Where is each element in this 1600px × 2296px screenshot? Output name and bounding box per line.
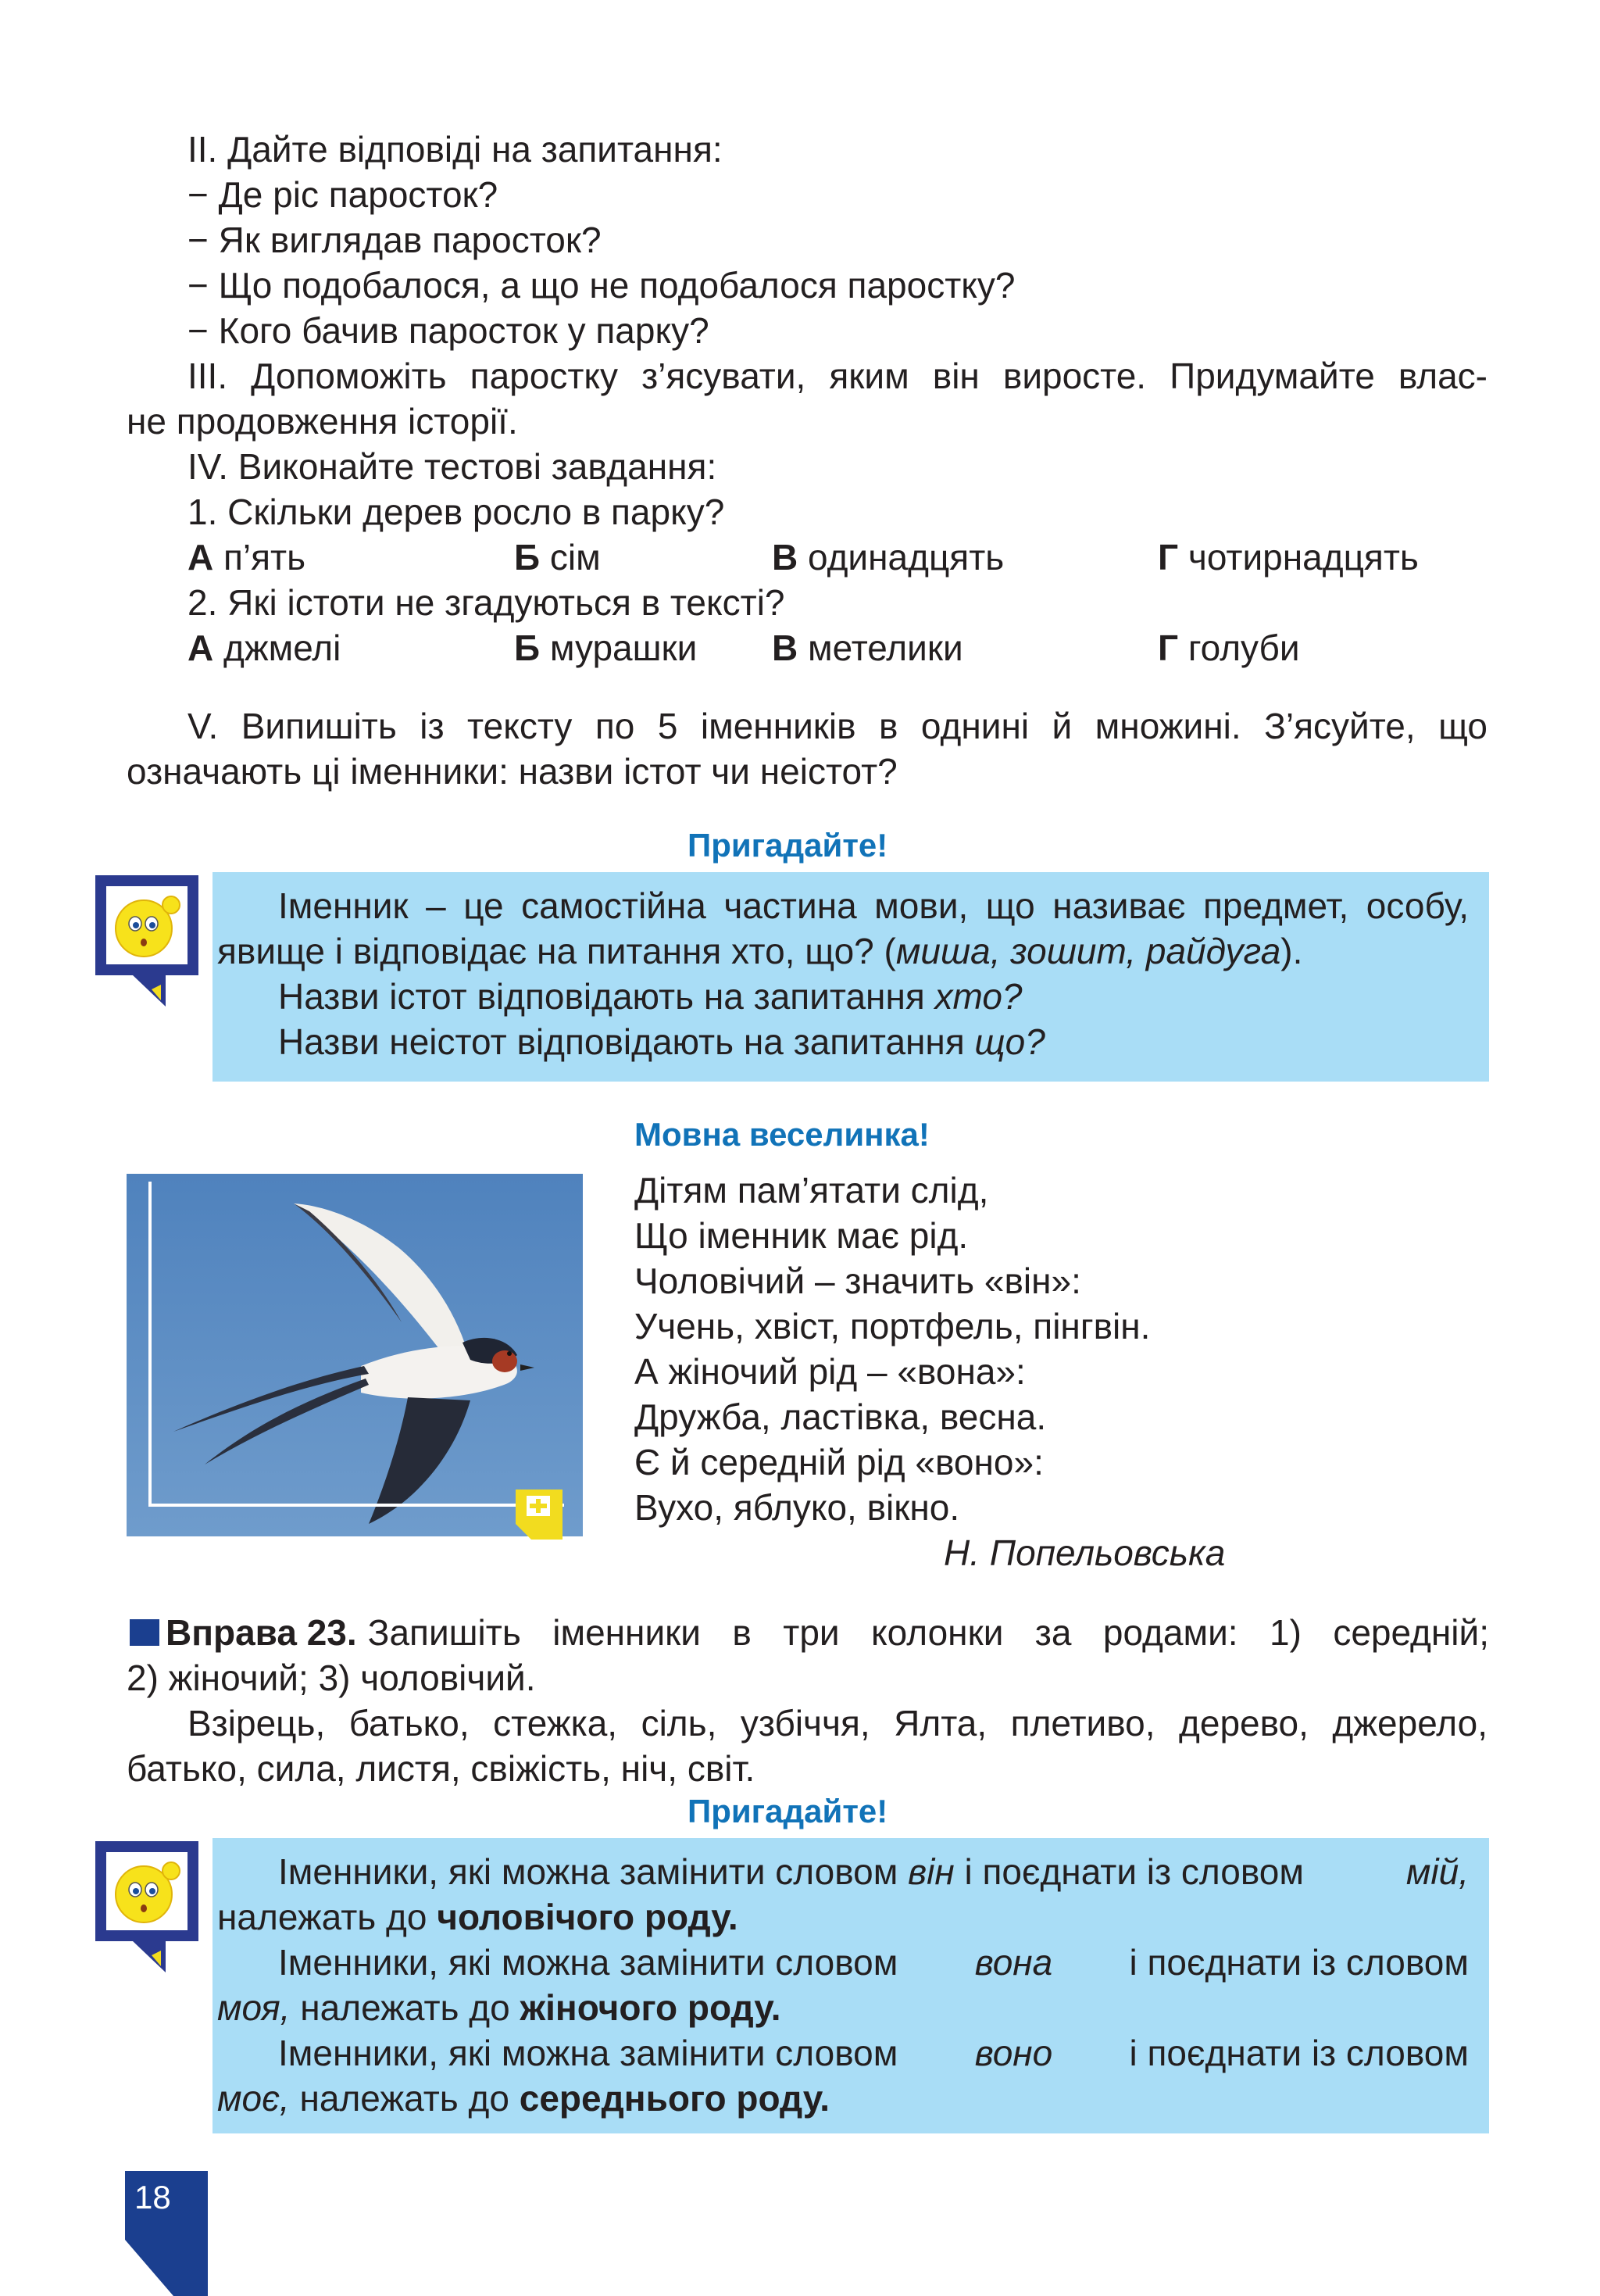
test-2-option-g: Г голуби: [1158, 628, 1300, 668]
thinking-emoji-icon: [108, 886, 189, 964]
inanimate-nouns-rule: Назви неістот відповідають на запитання що?: [278, 1021, 1045, 1062]
remember-heading-1: Пригадайте!: [688, 827, 888, 864]
noun-definition-line-1: Іменник – це самостійна частина мови, що називає предмет, особу,: [278, 885, 1469, 926]
exercise-words-line-2: батько, сила, листя, свіжість, ніч, світ.: [127, 1748, 755, 1789]
test-1-option-g: Г чотирнадцять: [1158, 537, 1419, 578]
exercise-words-line-1: Взірець, батько, стежка, сіль, узбіччя, Ялта, плетиво, дерево, джерело,: [188, 1703, 1488, 1743]
poem-line-4: Учень, хвіст, портфель, пінгвін.: [634, 1306, 1151, 1346]
task-3-line-1: ІІІ. Допоможіть паростку з’ясувати, яким він виросте. Придумайте влас-: [188, 356, 1488, 396]
feminine-rule-line-1: Іменники, які можна замінити словом вона і поєднати із словом: [278, 1942, 1469, 1983]
poem-line-7: Є й середній рід «воно»:: [634, 1442, 1044, 1482]
test-1-option-v: В одинадцять: [772, 537, 1005, 578]
icon-tail-1: [133, 975, 172, 1010]
masculine-rule-line-2: належать до чоловічого роду.: [217, 1897, 738, 1937]
poem-line-8: Вухо, яблуко, вікно.: [634, 1487, 960, 1528]
test-1-option-b: Б сім: [514, 537, 601, 578]
poem-line-6: Дружба, ластівка, весна.: [634, 1397, 1047, 1437]
task-5-line-2: означають ці іменники: назви істот чи неістот?: [127, 751, 898, 792]
task-2-question-1: − Де ріс паросток?: [188, 174, 498, 215]
poem-heading: Мовна веселинка!: [634, 1116, 930, 1153]
test-1-option-a: А п’ять: [188, 537, 306, 578]
test-1-question: 1. Скільки дерев росло в парку?: [188, 492, 725, 532]
poem-line-1: Дітям пам’ятати слід,: [634, 1170, 989, 1211]
icon-tail-2: [133, 1941, 172, 1976]
masculine-rule-line-1: Іменники, які можна замінити словом він і поєднати із словом мій,: [278, 1851, 1469, 1892]
feminine-rule-line-2: моя, належать до жіночого роду.: [217, 1987, 781, 2028]
task-2-heading: ІІ. Дайте відповіді на запитання:: [188, 129, 723, 170]
test-2-option-v: В метелики: [772, 628, 963, 668]
poem-line-5: А жіночий рід – «вона»:: [634, 1351, 1026, 1392]
neuter-rule-line-2: моє, належать до середнього роду.: [217, 2078, 830, 2119]
task-2-question-3: − Що подобалося, а що не подобалося паростку?: [188, 265, 1016, 306]
task-4-heading: IV. Виконайте тестові завдання:: [188, 446, 717, 487]
exercise-line-2: 2) жіночий; 3) чоловічий.: [127, 1658, 536, 1698]
neuter-rule-line-1: Іменники, які можна замінити словом воно і поєднати із словом: [278, 2033, 1469, 2073]
task-3-line-2: не продовження історії.: [127, 401, 518, 442]
exercise-line-1: Вправа 23. Запишіть іменники в три колонки за родами: 1) середній;: [166, 1612, 1489, 1653]
page-corner-emblem-icon: [516, 1490, 562, 1540]
animate-nouns-rule: Назви істот відповідають на запитання хто?: [278, 976, 1023, 1017]
noun-definition-line-2: явище і відповідає на питання хто, що? (миша, зошит, райдуга).: [217, 931, 1303, 971]
task-5-line-1: V. Випишіть із тексту по 5 іменників в однині й множині. З’ясуйте, що: [188, 706, 1488, 746]
poem-author: Н. Попельовська: [944, 1532, 1226, 1573]
poem-line-2: Що іменник має рід.: [634, 1215, 969, 1256]
thinking-emoji-icon: [108, 1852, 189, 1930]
task-2-question-2: − Як виглядав паросток?: [188, 220, 602, 260]
swallow-photo: [127, 1174, 583, 1536]
poem-line-3: Чоловічий – значить «він»:: [634, 1261, 1081, 1301]
page-number: 18: [134, 2179, 171, 2216]
exercise-bullet-icon: [130, 1619, 159, 1646]
remember-heading-2: Пригадайте!: [688, 1793, 888, 1829]
test-2-question: 2. Які істоти не згадуються в тексті?: [188, 582, 785, 623]
task-2-question-4: − Кого бачив паросток у парку?: [188, 310, 709, 351]
test-2-option-a: А джмелі: [188, 628, 341, 668]
test-2-option-b: Б мурашки: [514, 628, 698, 668]
